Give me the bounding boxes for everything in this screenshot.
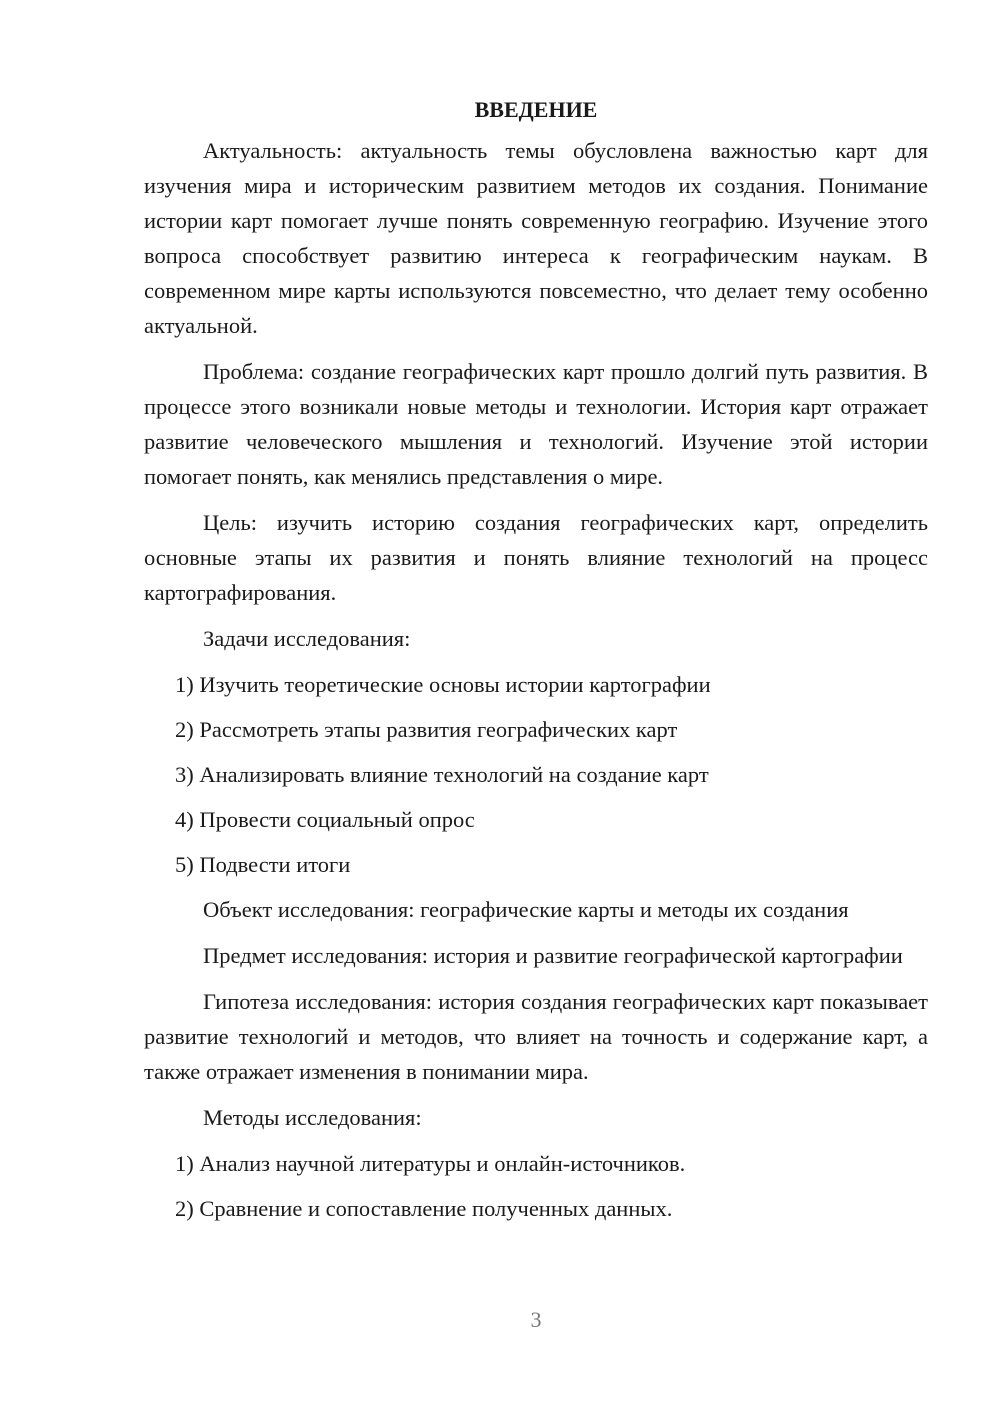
goal-paragraph: Цель: изучить историю создания географических карт, определить основные этапы их развития и понять влияние технологий на процесс картографирования. [144,510,928,605]
list-item: 2) Рассмотреть этапы развития географических карт [175,717,678,742]
problem-paragraph: Проблема: создание географических карт прошло долгий путь развития. В процессе этого возникали новые методы и технологии. История карт отражает развитие человеческого мышления и технологий. Изучение этой истории помогает понять, как менялись представления о мире. [144,359,928,489]
list-item: 4) Провести социальный опрос [175,807,475,832]
tasks-list [144,667,928,882]
list-item: 3) Анализировать влияние технологий на создание карт [175,762,709,787]
methods-heading: Методы исследования: [203,1105,422,1130]
list-item: 5) Подвести итоги [175,852,351,877]
subject-paragraph: Предмет исследования: история и развитие географической картографии [203,943,903,968]
tasks-heading: Задачи исследования: [203,626,411,651]
object-paragraph: Объект исследования: географические карты и методы их создания [203,897,849,922]
page-content [144,92,928,1236]
list-item: 2) Сравнение и сопоставление полученных данных. [175,1196,673,1221]
list-item: 1) Изучить теоретические основы истории картографии [175,672,711,697]
page-title: ВВЕДЕНИЕ [474,97,598,122]
methods-list [144,1146,928,1226]
hypothesis-paragraph: Гипотеза исследования: история создания географических карт показывает развитие технологий и методов, что влияет на точность и содержание карт, а также отражает изменения в понимании мира. [144,989,928,1084]
relevance-paragraph: Актуальность: актуальность темы обусловлена важностью карт для изучения мира и историческим развитием методов их создания. Понимание истории карт помогает лучше понять современную географию. Изучение этого вопроса способствует развитию интереса к географическим наукам. В современном мире карты используются повсеместно, что делает тему особенно актуальной. [144,138,928,338]
page-number: 3 [530,1307,542,1332]
list-item: 1) Анализ научной литературы и онлайн-источников. [175,1151,686,1176]
